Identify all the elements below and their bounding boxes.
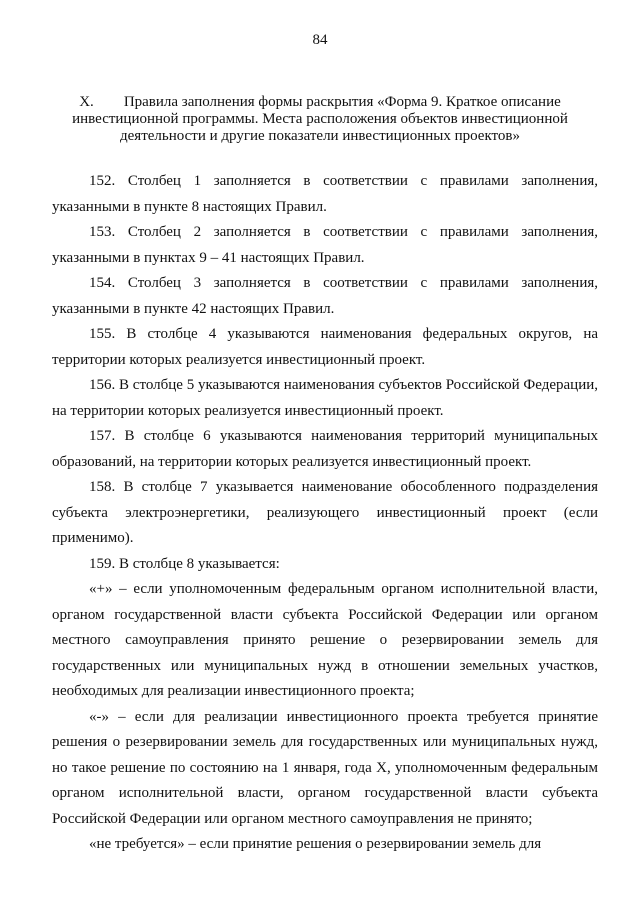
paragraph-157: 157. В столбце 6 указываются наименования территорий муниципальных образований, на территории которых реализуется инвестиционный проект. [52, 428, 598, 470]
paragraph-156: 156. В столбце 5 указываются наименования субъектов Российской Федерации, на территории которых реализуется инвестиционный проект. [52, 377, 598, 419]
paragraph-152: 152. Столбец 1 заполняется в соответствии с правилами заполнения, указанными в пункте 8 настоящих Правил. [52, 173, 598, 215]
paragraph-plus-case: «+» – если уполномоченным федеральным органом исполнительной власти, органом государственной власти субъекта Российской Федерации или органом местного самоуправления принято решение о резервировании земель для государственных или муниципальных нужд в отношении земельных участков, необходимых для реализации инвестиционного проекта; [52, 581, 598, 699]
section-number: X. [79, 94, 94, 110]
paragraph-not-required-case: «не требуется» – если принятие решения о резервировании земель для [89, 836, 542, 852]
body-text [52, 169, 598, 858]
paragraph-158: 158. В столбце 7 указывается наименование обособленного подразделения субъекта электроэнергетики, реализующего инвестиционный проект (если применимо). [52, 479, 598, 546]
page-number: 84 [312, 32, 328, 48]
section-heading [52, 94, 588, 145]
paragraph-153: 153. Столбец 2 заполняется в соответствии с правилами заполнения, указанными в пунктах 9 – 41 настоящих Правил. [52, 224, 598, 266]
section-title: Правила заполнения формы раскрытия «Форма 9. Краткое описание инвестиционной программы. Места расположения объектов инвестиционной деятельности и другие показатели инвестиционных проектов» [72, 94, 568, 144]
paragraph-154: 154. Столбец 3 заполняется в соответствии с правилами заполнения, указанными в пункте 42 настоящих Правил. [52, 275, 598, 317]
paragraph-minus-case: «-» – если для реализации инвестиционного проекта требуется принятие решения о резервировании земель для государственных или муниципальных нужд, но такое решение по состоянию на 1 января, года X, уполномоченным федеральным органом исполнительной власти, органом государственной власти субъекта Российской Федерации или органом местного самоуправления не принято; [52, 708, 598, 827]
paragraph-155: 155. В столбце 4 указываются наименования федеральных округов, на территории которых реализуется инвестиционный проект. [52, 326, 598, 368]
paragraph-159: 159. В столбце 8 указывается: [89, 555, 280, 572]
